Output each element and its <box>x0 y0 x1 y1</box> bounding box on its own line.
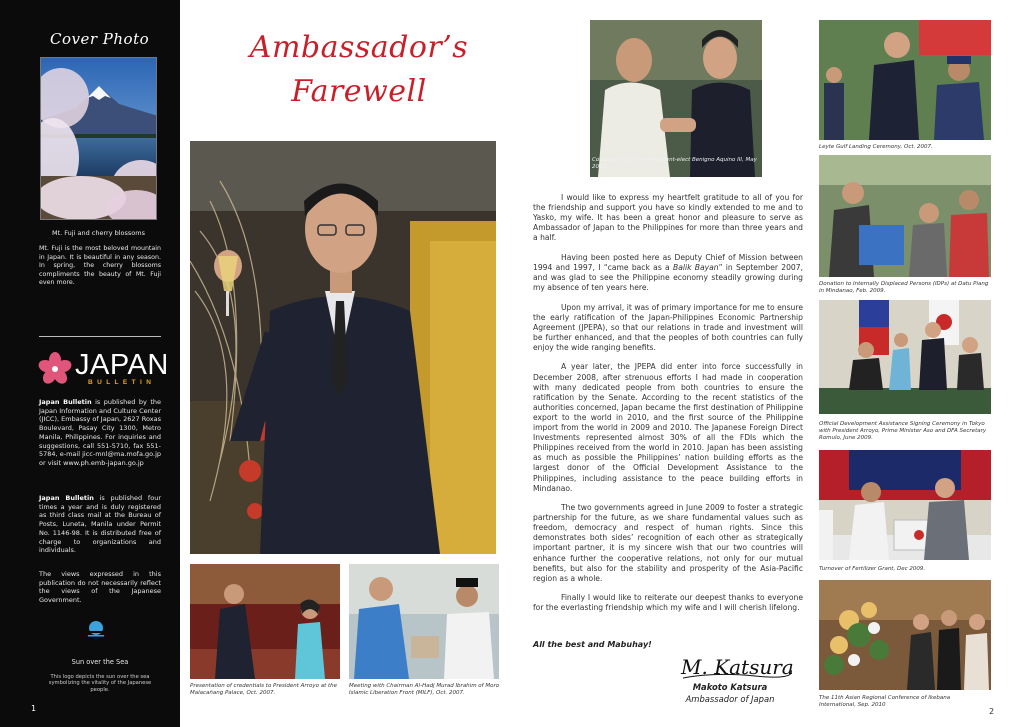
credentials-caption: Presentation of credentials to President Arroyo at the Malacañang Palace, Oct. 2007. <box>190 683 337 696</box>
ikebana-conference-photo <box>819 580 991 690</box>
publisher-info <box>39 398 161 468</box>
ambassador-signature <box>675 652 795 682</box>
credentials-photo <box>190 564 340 679</box>
logo-subtitle: BULLETIN <box>88 379 156 386</box>
article-paragraph-6: Finally I would like to reiterate our deepest thanks to everyone for the everlasting friendship which my wife and I will cherish lifelong. <box>533 593 803 613</box>
article-paragraph-5: The two governments agreed in June 2009 to foster a strategic partnership for the future, as we share fundamental values such as freedom, democracy and respect of human rights. Since this demonstrates both sides’ recognition of each other as strategically important partner, it is my sincere wish that our two countries will enhance further the cooperative relations, not only for our mutual benefits, but also for the stability and prosperity of the Asia-Pacific region as a whole. <box>533 503 803 583</box>
disclaimer: The views expressed in this publication do not necessarily reflect the views of the Japanese Government. <box>39 570 161 605</box>
article-paragraph-3: Upon my arrival, it was of primary importance for me to ensure the early ratification of the Japan-Philippines Economic Partnership Agreement (JPEPA), so that our relations in trade and investment will be further enhanced, and that the peoples of both countries can fully enjoy the wide ranging benefits. <box>533 302 803 352</box>
leyte-landing-photo <box>819 20 991 140</box>
publisher-name: Japan Bulletin <box>39 398 92 406</box>
paragraph-2-text-a: Having been posted here as Deputy Chief of Mission between 1994 and 1997, I “came back as a <box>533 252 803 272</box>
registration-text: is published four times a year and is duly registered as third class mail at the Bureau of Posts, Luneta, Manila under Permit No. 1146-98. It is distributed free of charge to organizations and individuals. <box>39 494 161 555</box>
headline-line-2: Farewell <box>291 74 427 109</box>
article-body <box>533 193 803 623</box>
signer-title: Ambassador of Japan <box>685 694 775 704</box>
signature-script: M. Katsura <box>681 655 794 679</box>
sidebar-divider <box>39 336 161 337</box>
milf-meeting-photo <box>349 564 499 679</box>
sun-over-sea-icon <box>86 620 106 640</box>
leyte-caption: Leyte Gulf Landing Ceremony, Oct. 2007. <box>819 144 933 150</box>
headline <box>228 26 490 114</box>
closing-line: All the best and Mabuhay! <box>533 640 652 649</box>
sun-logo-description: This logo depicts the sun over the sea symbolizing the vitality of the Japanese people. <box>48 674 152 693</box>
cover-photo-caption: Mt. Fuji and cherry blossoms <box>52 229 145 237</box>
fertilizer-grant-photo <box>819 450 991 560</box>
sun-logo-title: Sun over the Sea <box>71 658 129 666</box>
aquino-caption: Courtesy call on the President-elect Benigno Aquino III, May 2010. <box>592 157 757 170</box>
cover-photo-description: Mt. Fuji is the most beloved mountain in Japan. It is beautiful in any season. In spring, the cherry blossoms compliments the beauty of Mt. Fuji even more. <box>39 245 161 287</box>
logo-wordmark: JAPAN <box>75 349 169 381</box>
japan-bulletin-logo <box>38 349 169 390</box>
signer-name: Makoto Katsura <box>692 682 768 692</box>
cover-photo-heading: Cover Photo <box>50 30 150 48</box>
ikebana-caption: The 11th Asian Regional Conference of Ikebana International, Sep. 2010 <box>819 695 951 708</box>
milf-meeting-caption: Meeting with Chairman Al-Hadj Murad Ibrahim of Moro Islamic Liberation Front (MILF), Oct. 2007. <box>349 683 500 696</box>
idp-donation-photo <box>819 155 991 277</box>
registration-name: Japan Bulletin <box>39 494 94 502</box>
idp-caption: Donation to Internally Displaced Persons (IDPs) at Datu Piang in Mindanao, Feb. 2009. <box>819 281 989 294</box>
ambassador-portrait-photo <box>190 141 496 554</box>
oda-caption: Official Development Assistance Signing Ceremony in Tokyo with President Arroyo, Prime Minister Aso and DFA Secretary Romulo, June 2009. <box>819 421 987 441</box>
article-paragraph-1: I would like to express my heartfelt gratitude to all of you for the friendship and support you have so kindly extended to me and to Yasko, my wife. It has been a great honor and pleasure to serve as Ambassador of Japan to the Philippines for more than three years and a half. <box>533 193 803 243</box>
paragraph-2-text-b: ” in September 2007, and was glad to see the Philippine economy steadily growing during my absence of ten years here. <box>533 262 804 293</box>
article-paragraph-4: A year later, the JPEPA did enter into force successfully in December 2008, after strenuous efforts I had made in cooperation with many dedicated people from both countries to ensure the ratification by the Senate. According to the recent statistics of the authorities concerned, Japan became the first destination of Philippine export to the world in 2010, and the first source of the Philippine import from the world in 2009 and 2010. The Japanese Foreign Direct Investments represented almost 30% of all the FDIs which the Philippines received from the world in 2010. Japan has been assisting as much as possible the Philippines’ nation building efforts as the largest donor of the Official Development Assistance to the Philippines, including assistance to the peace building efforts in Mindanao. <box>533 362 803 493</box>
cherry-blossom-icon <box>38 352 72 386</box>
cover-photo-mt-fuji <box>40 57 157 220</box>
aquino-courtesy-call-photo <box>590 20 762 177</box>
registration-info <box>39 494 161 555</box>
publisher-text: is published by the Japan Information and Culture Center (JICC), Embassy of Japan, 2627 Roxas Boulevard, Pasay City 1300, Metro Manila, Philippines. For inquiries and suggestions, call 551-5710, fax 551-5784, e-mail jicc-mnl@ma.mofa.go.jp or visit www.ph.emb-japan.go.jp <box>39 398 161 467</box>
page-number-right: 2 <box>989 707 995 716</box>
balik-bayan-term: Balik Bayan <box>673 262 719 272</box>
page-number-left: 1 <box>31 704 37 713</box>
headline-line-1: Ambassador’s <box>249 30 469 65</box>
fertilizer-caption: Turnover of Fertilizer Grant, Dec 2009. <box>819 566 926 572</box>
sidebar <box>0 0 180 727</box>
oda-signing-photo <box>819 300 991 414</box>
article-paragraph-2 <box>533 253 803 293</box>
